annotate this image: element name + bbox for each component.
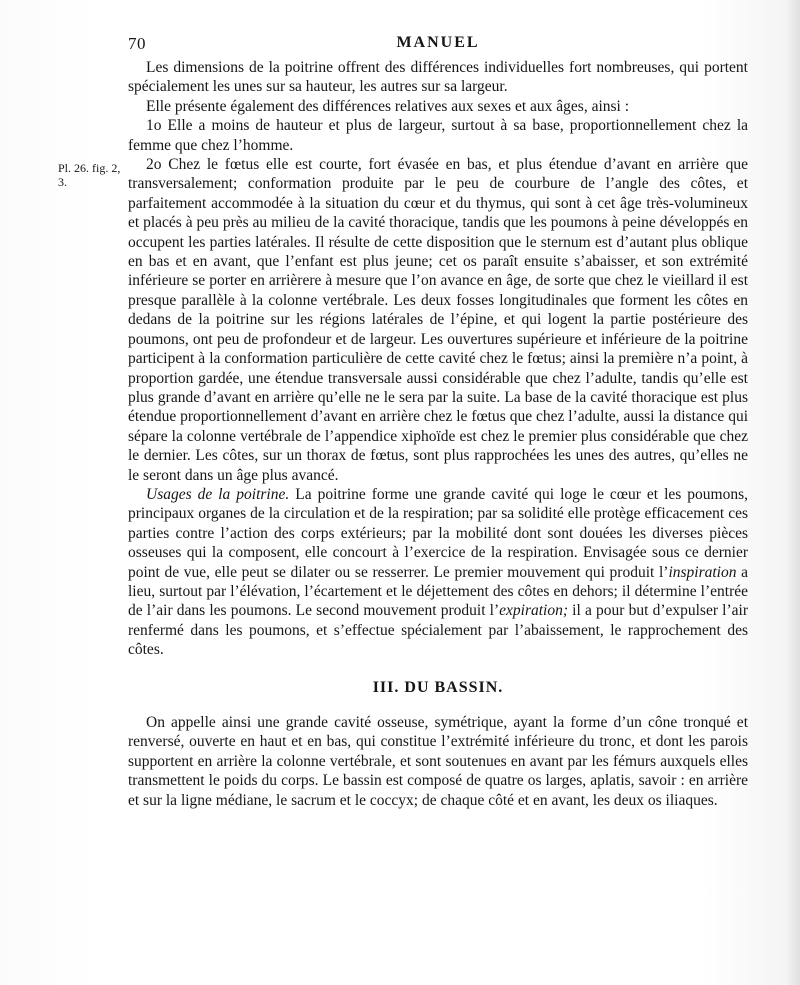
paragraph-foetus: 2o Chez le fœtus elle est courte, fort évasée en bas, et plus étendue d’avant en arrière que transversalement; conformation produite par le peu de courbure de l’angle des côtes, et parfaitement accommodée à la situation du cœur et du thymus, qui sont à cet âge très-volumineux et placés à peu près au milieu de la cavité thoracique, tandis que les poumons à peine développés en occupent les parties latérales. Il résulte de cette disposition que le sternum est d’autant plus oblique en bas et en avant, que l’enfant est plus jeune; cet os paraît ensuite s’abaisser, et son extrémité inférieure se porter en arrièrere à mesure que l’on avance en âge, de sorte que chez le vieillard il est presque parallèle à la colonne vertébrale. Les deux fosses longitudinales que forment les côtes en dedans de la poitrine sur les régions latérales de l’épine, et qui logent la partie postérieure des poumons, ont peu de profondeur et de largeur. Les ouvertures supérieure et inférieure de la poitrine participent à la conformation particulière de cette cavité chez le fœtus; ainsi la première n’a point, à proportion gardée, une étendue transversale aussi considérable que chez l’adulte, tandis qu’elle est plus grande d’avant en arrière qu’elle ne le sera par la suite. La base de la cavité thoracique est plus étendue proportionnellement d’avant en arrière chez le fœtus que chez l’adulte, aussi la distance qui sépare la colonne vertébrale de l’appendice xiphoïde est chez le premier plus considérable que chez le dernier. Les côtes, sur un thorax de fœtus, sont plus rapprochées les unes des autres, qu’elles ne le seront dans un âge plus avancé. xyxy=(128,156,748,484)
section-heading-bassin: III. DU BASSIN. xyxy=(372,678,504,696)
usages-text-part2: a lieu, surtout par l’élévation, l’écartement et le déjettement des côtes en dehors; il détermine l’entrée de l’air dans les poumons. Le second mouvement produit l’ xyxy=(128,563,749,620)
term-inspiration: inspiration xyxy=(668,563,737,581)
usages-lead-italic: Usages de la poitrine. xyxy=(146,485,290,503)
paragraph-first-difference: 1o Elle a moins de hauteur et plus de largeur, surtout à sa base, proportionnellement chez la femme que chez l’homme. xyxy=(128,117,748,154)
paragraph-bassin: On appelle ainsi une grande cavité osseuse, symétrique, ayant la forme d’un cône tronqué et renversé, ouverte en haut et en bas, qui constitue l’extrémité inférieure du tronc, et dont les parois supportent en arrière la colonne vertébrale, et sont soutenues en avant par les fémurs auxquels elles transmettent le poids du corps. Le bassin est composé de quatre os larges, aplatis, savoir : en arrière et sur la ligne médiane, le sacrum et le coccyx; de chaque côté et en avant, les deux os iliaques. xyxy=(128,714,748,809)
paragraph-differences: Elle présente également des différences relatives aux sexes et aux âges, ainsi : xyxy=(146,97,630,115)
paragraph-usages xyxy=(128,485,748,660)
usages-text-part1: La poitrine forme une grande cavité qui loge le cœur et les poumons, principaux organes de la circulation et de la respiration; par sa solidité elle protège efficacement ces parties contre l’action des corps extérieurs; par la mobilité dont sont douées les diverses pièces osseuses qui la composent, elle concourt à l’exercice de la respiration. Envisagée sous ce dernier point de vue, elle peut se dilater ou se resserrer. Le premier mouvement qui produit l’ xyxy=(128,485,748,581)
page-edge-shadow xyxy=(786,0,800,985)
margin-reference-note: Pl. 26. fig. 2, 3. xyxy=(58,161,121,189)
main-text xyxy=(128,58,748,810)
page-header xyxy=(128,34,748,56)
page-number: 70 xyxy=(128,34,146,53)
usages-text-part3: il a pour but d’expulser l’air renfermé dans les poumons, et s’effectue spécialement par l’abaissement, le rapprochement des côtes. xyxy=(128,602,748,659)
running-title: MANUEL xyxy=(396,34,480,51)
term-expiration: expiration; xyxy=(499,602,569,620)
paragraph-dimensions: Les dimensions de la poitrine offrent des différences individuelles fort nombreuses, qui portent spécialement les unes sur sa hauteur, les autres sur sa largeur. xyxy=(128,59,748,96)
